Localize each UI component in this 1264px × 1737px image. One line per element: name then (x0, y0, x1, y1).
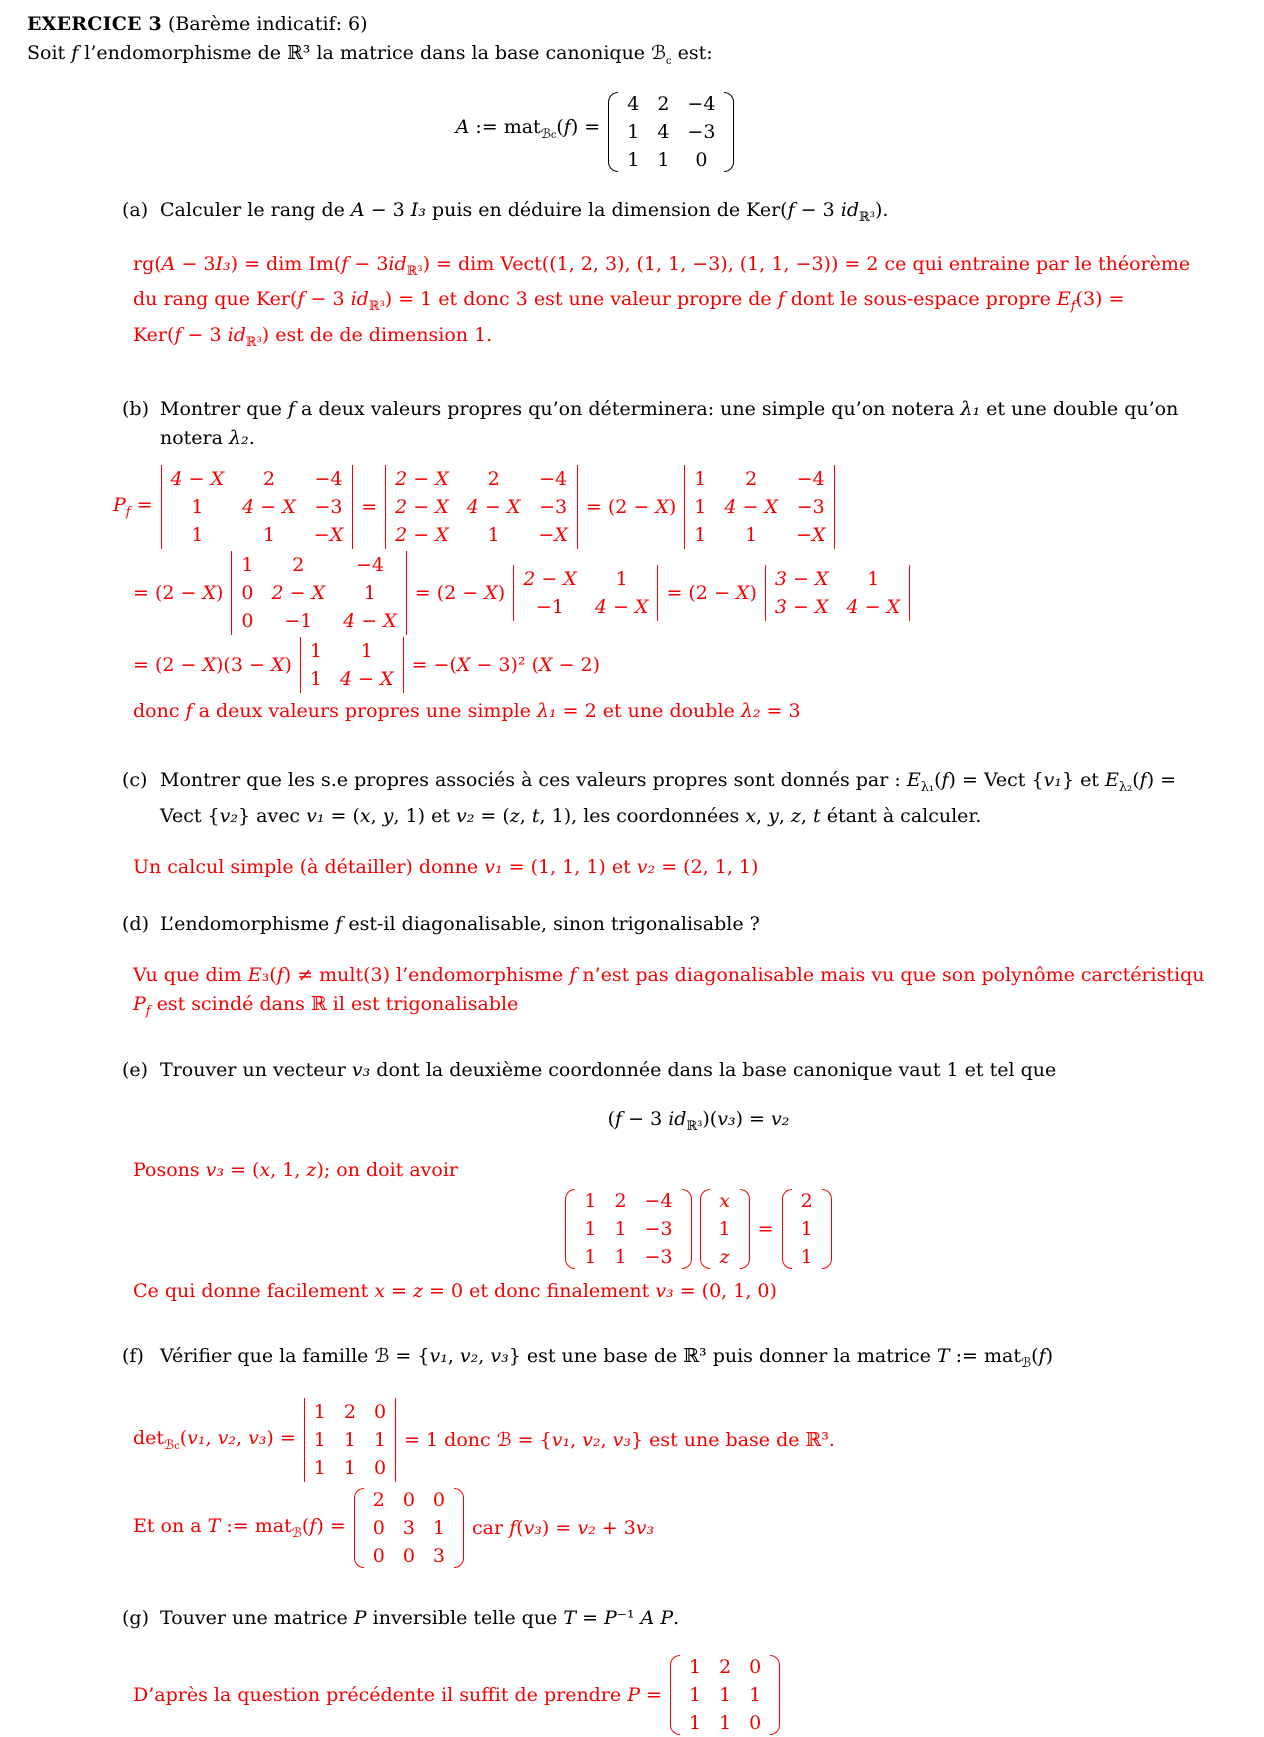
answer-b-conclusion: donc f a deux valeurs propres une simple λ₁ = 2 et une double λ₂ = 3 (133, 699, 801, 722)
answer-f-T-line (133, 1486, 1264, 1570)
answer-e-posons: Posons v₃ = (x, 1, z); on doit avoir (133, 1159, 459, 1182)
question-c (122, 766, 1264, 831)
answer-a-line-1: rg(A − 3I₃) = dim $Im(f - 3id_{ℝ^3})$ = dim Vect((1, 2, 3), (1, 1, −3), (1, 1, −3)) = 2 ce qui entraine par le théorème (133, 252, 1191, 279)
matrix-equation-e (133, 1187, 1264, 1271)
question-b-line-1: Montrer que f a deux valeurs propres qu’on déterminera: une simple qu’on notera λ₁ et une double qu’on (160, 397, 1179, 420)
left-paren (608, 92, 618, 172)
question-c-label: (c) (122, 768, 148, 791)
answer-c-text: Un calcul simple (à détailler) donne v₁ = (1, 1, 1) et v₂ = (2, 1, 1) (133, 855, 759, 878)
equals-sign: = (361, 495, 378, 518)
factor-2-minus-X: = (2 − X) (585, 495, 677, 518)
question-c-line-2: Vect {v₂} avec v₁ = (x, y, 1) et v₂ = (z, t, 1), les coordonnées x, y, z, t étant à calculer. (160, 804, 982, 827)
matrix-A: 4 2 −4 1 4 −3 1 1 0 (608, 90, 734, 174)
question-c-line-1: Montrer que les s.e propres associés à ces valeurs propres sont donnés par : $E_{\lambda_1}(f)$ = Vect {v₁} et $E_{\lambda_2}(f)$ = (160, 768, 1177, 795)
question-e (122, 1056, 1264, 1085)
factor-2-minus-X: = (2 − X) (133, 581, 224, 604)
determinant-6: 3 − X 1 3 − X 4 − X (765, 565, 910, 621)
answer-a (133, 250, 1264, 357)
pf-prefix: $P_f$ = (113, 494, 153, 520)
determinant-4: 1 2 −4 0 2 − X 1 0 −1 4 − X (231, 551, 406, 635)
factor-2-minus-X: = (2 − X) (666, 581, 757, 604)
question-g (122, 1604, 1264, 1633)
answer-f-det-line (133, 1398, 1264, 1482)
intro-line: Soit f l’endomorphisme de ℝ³ la matrice dans la base canonique ℬ$_c$ est: (27, 42, 713, 67)
vector-unknown: x 1 z (700, 1187, 750, 1271)
exercise-number: EXERCICE 3 (27, 13, 162, 35)
vector-result: 2 1 1 (782, 1187, 832, 1271)
question-b-label: (b) (122, 397, 149, 420)
det-suffix: = 1 donc ℬ = {v₁, v₂, v₃} est une base de ℝ³. (404, 1429, 835, 1452)
question-b-line-2: notera λ₂. (160, 426, 255, 449)
question-f-text: Vérifier que la famille ℬ = {v₁, v₂, v₃} est une base de ℝ³ puis donner la matrice T := mat$_ℬ$(f) (160, 1345, 1054, 1372)
question-e-label: (e) (122, 1058, 149, 1081)
exercise-title (27, 10, 1264, 39)
question-f-label: (f) (122, 1345, 144, 1368)
exercise-bareme: (Barème indicatif: 6) (161, 13, 368, 35)
answer-e (133, 1156, 1264, 1306)
factor-2-minus-X: = (2 − X) (414, 581, 506, 604)
right-paren (724, 92, 734, 172)
question-a-label: (a) (122, 198, 149, 221)
answer-f (27, 1398, 1264, 1570)
matrix-A-prefix: A := mat$_{ℬc}$(f) = (455, 116, 601, 143)
question-e-text: Trouver un vecteur v₃ dont la deuxième coordonnée dans la base canonique vaut 1 et tel que (160, 1058, 1057, 1081)
answer-a-line-2: du rang que Ker(f − 3 $id_{ℝ^3}) = 1$ et donc 3 est une valeur propre de f dont le sous-espace propre $E_f(3)$ = (133, 288, 1125, 315)
answer-e-conclusion: Ce qui donne facilement x = z = 0 et donc finalement v₃ = (0, 1, 0) (133, 1280, 777, 1303)
answer-d-line-2: $P_f$ est scindé dans ℝ il est trigonalisable (133, 992, 519, 1019)
determinant-7: 1 1 1 4 − X (300, 637, 404, 693)
equation-matrix-A (27, 90, 1163, 174)
charpoly-line-3 (133, 637, 1264, 693)
answer-d-line-1: Vu que dim E₃(f) ≠ mult(3) l’endomorphisme f n’est pas diagonalisable mais vu que son polynôme carctéristiqu (133, 963, 1205, 986)
answer-c (133, 853, 1264, 882)
factor-2X-3X: = (2 − X)(3 − X) (133, 653, 292, 676)
answer-g (27, 1653, 1264, 1737)
answer-d (133, 961, 1264, 1026)
charpoly-line-1 (113, 465, 1264, 549)
answer-b (27, 465, 1264, 726)
question-f (122, 1342, 1264, 1378)
question-d-label: (d) (122, 912, 149, 935)
equation-e-text: (f − 3 $id_{ℝ^3})(v_3) = v_2$ (607, 1107, 790, 1134)
charpoly-line-2 (133, 551, 1264, 635)
question-g-label: (g) (122, 1607, 149, 1630)
T-suffix: car f(v₃) = v₂ + 3v₃ (472, 1517, 655, 1540)
question-g-text: Touver une matrice P inversible telle que T = P⁻¹ A P. (160, 1607, 680, 1630)
det-prefix: $\det_{ℬc}(v_1$, v₂, v₃) = (133, 1427, 296, 1454)
charpoly-result: = −(X − 3)² (X − 2) (411, 653, 601, 676)
determinant-3: 1 2 −4 1 4 − X −3 1 1 −X (684, 465, 835, 549)
question-d (122, 910, 1264, 939)
matrix-T: 2 0 0 0 3 1 0 0 3 (354, 1486, 464, 1570)
determinant-1: 4 − X 2 −4 1 4 − X −3 1 1 −X (161, 465, 354, 549)
answer-g-line (133, 1653, 1264, 1737)
T-prefix: Et on a T := mat$_ℬ$(f) = (133, 1515, 346, 1542)
question-a (122, 196, 1264, 232)
matrix-system: 1 2 −4 1 1 −3 1 1 −3 (565, 1187, 691, 1271)
determinant-basis: 1 2 0 1 1 1 1 1 0 (304, 1398, 396, 1482)
determinant-2: 2 − X 2 −4 2 − X 4 − X −3 2 − X 1 −X (385, 465, 578, 549)
question-a-text: Calculer le rang de A − 3 I₃ puis en déduire la dimension de Ker(f − 3 $id_{ℝ^3}$). (160, 198, 889, 225)
P-prefix: D’après la question précédente il suffit de prendre P = (133, 1684, 662, 1707)
equation-e (133, 1105, 1264, 1141)
equals-sign: = (757, 1218, 774, 1241)
determinant-5: 2 − X 1 −1 4 − X (513, 565, 658, 621)
matrix-P: 1 2 0 1 1 1 1 1 0 (670, 1653, 780, 1737)
answer-a-line-3: Ker(f − 3 $id_{ℝ^3}$) est de de dimension 1. (133, 324, 493, 350)
question-d-text: L’endomorphisme f est-il diagonalisable, sinon trigonalisable ? (160, 912, 760, 935)
question-b (122, 395, 1264, 453)
